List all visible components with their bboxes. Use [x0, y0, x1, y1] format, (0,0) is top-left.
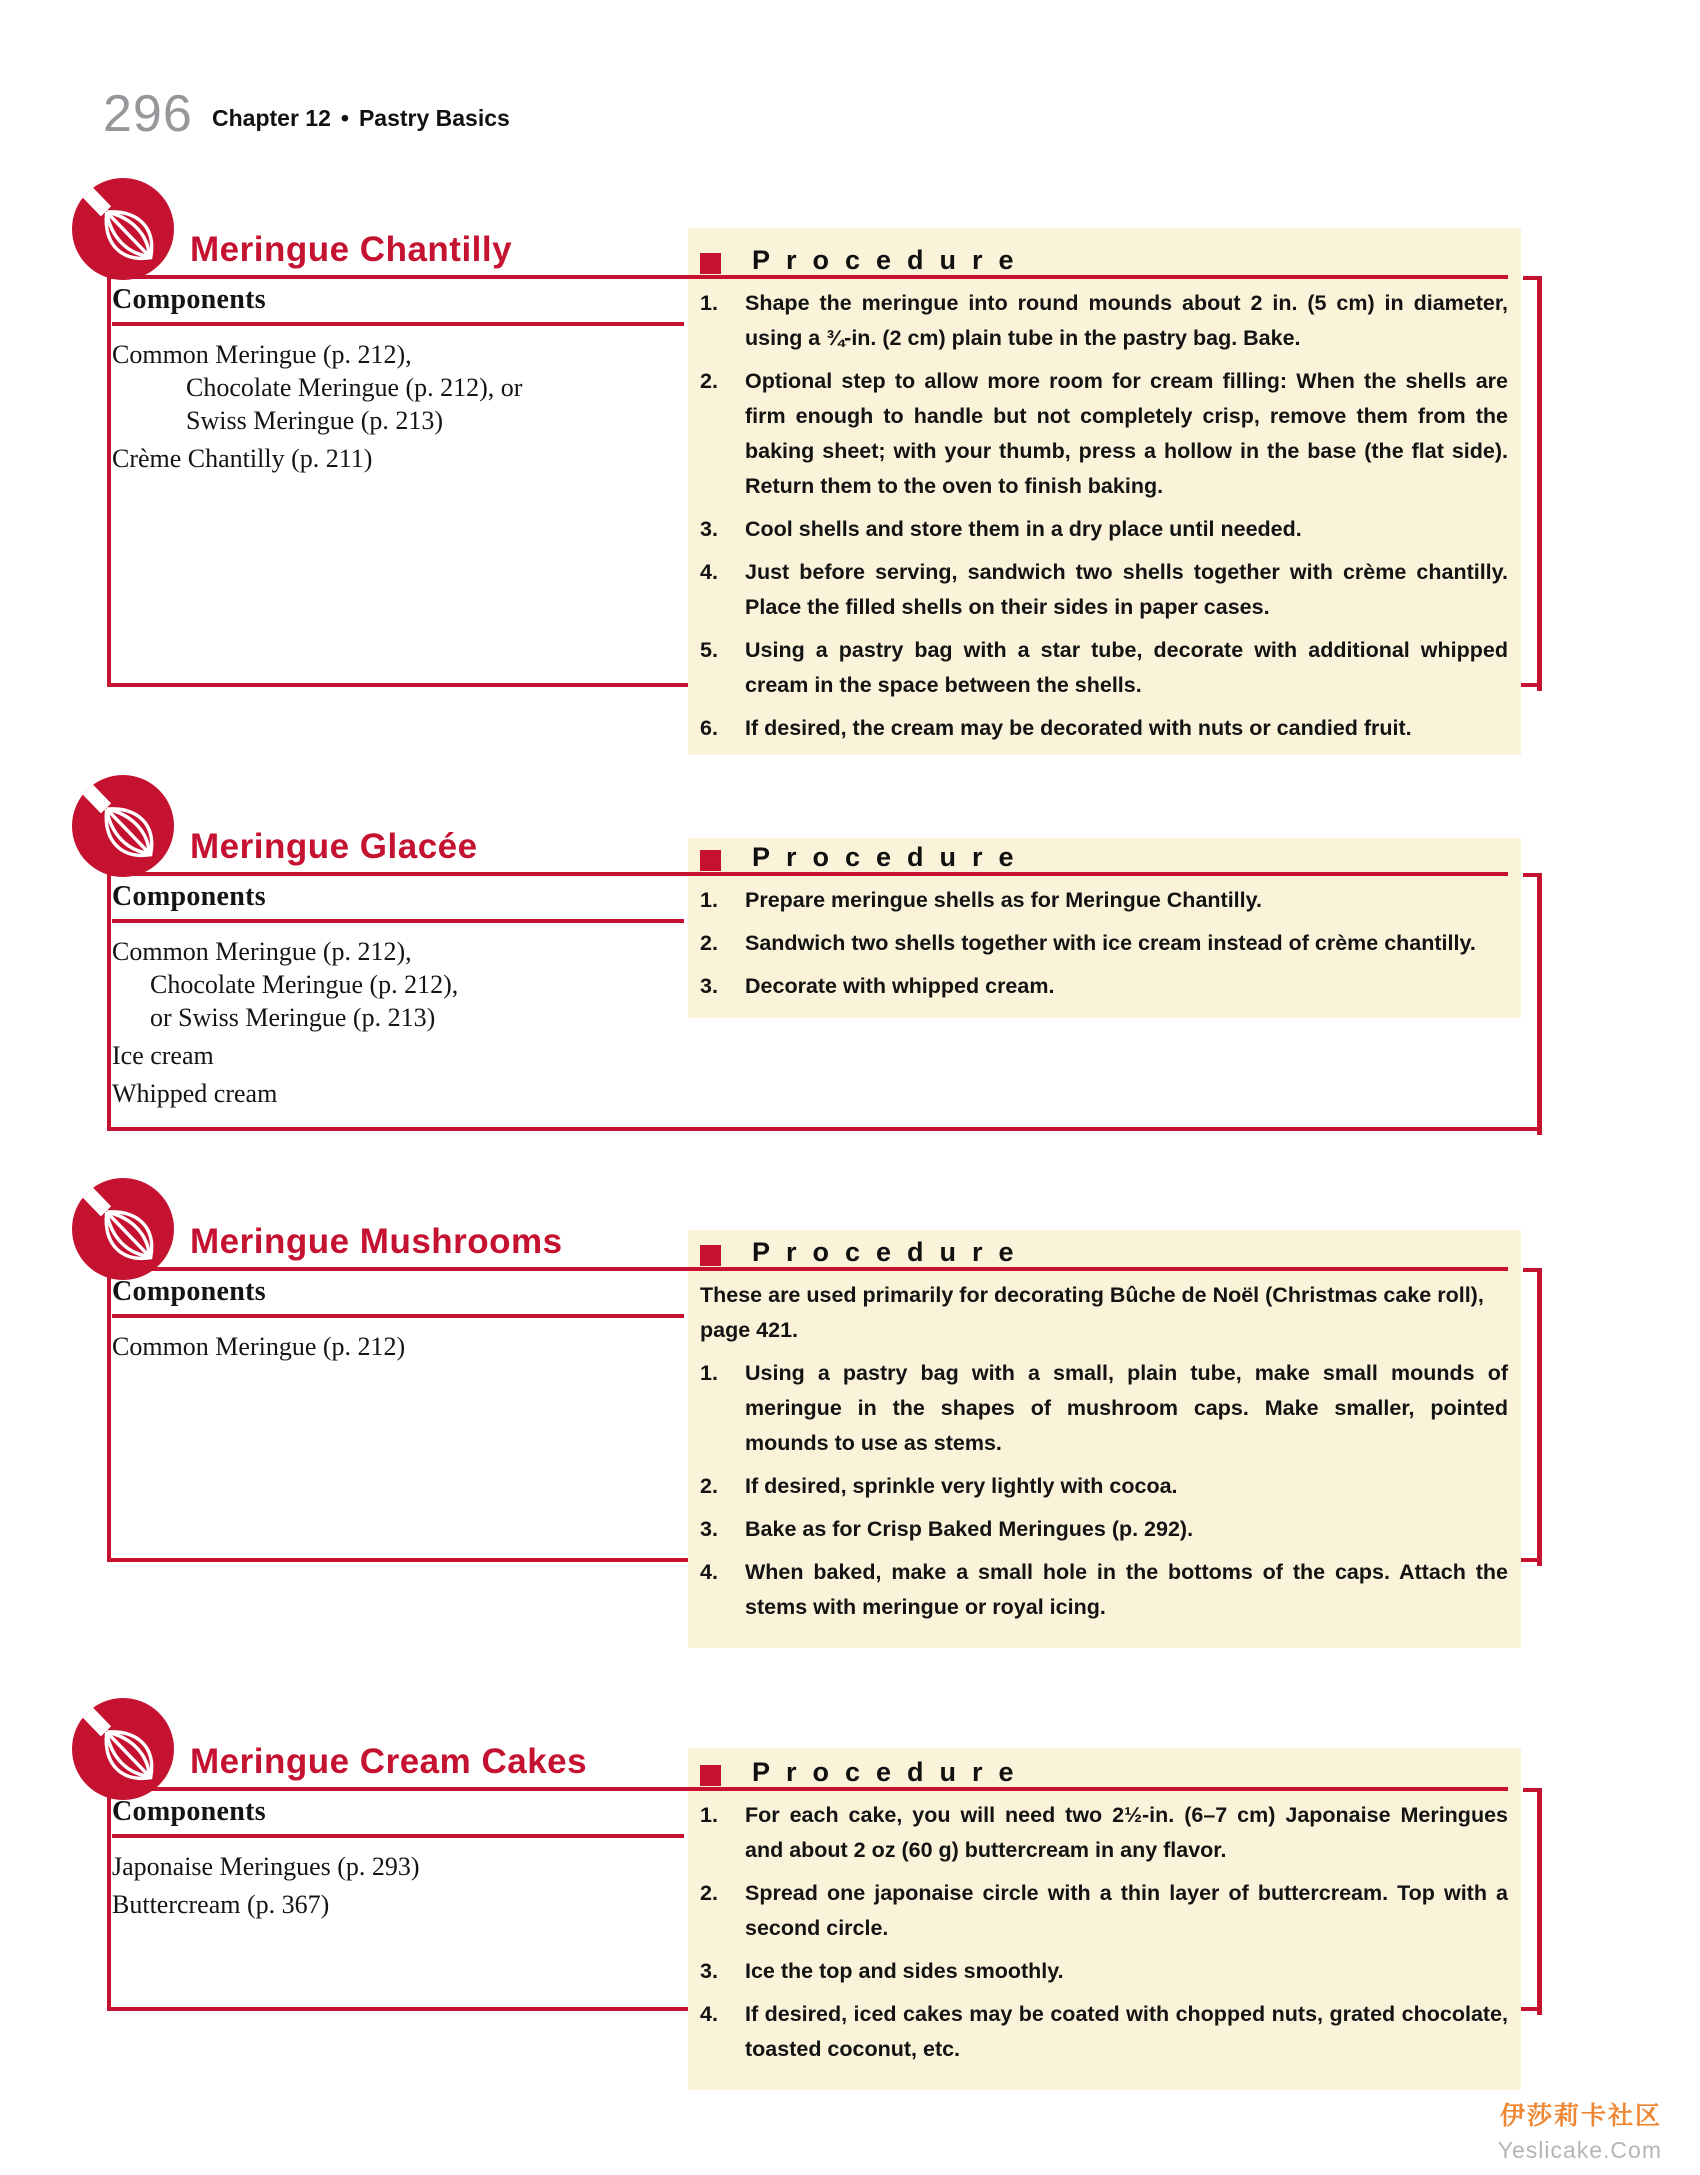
- procedure-step: [700, 512, 1508, 547]
- watermark-chinese: 伊莎莉卡社区: [1499, 2102, 1662, 2130]
- whisk-badge: [72, 1698, 174, 1800]
- whisk-badge: [72, 775, 174, 877]
- components-underline: [112, 919, 684, 923]
- whisk-badge: [72, 1178, 174, 1280]
- step-number: 1.: [700, 1803, 718, 1827]
- step-text: If desired, the cream may be decorated with nuts or candied fruit.: [745, 716, 1412, 740]
- procedure-step: [700, 1356, 1508, 1461]
- components-underline: [112, 1834, 684, 1838]
- procedure-steps: [700, 1798, 1508, 2075]
- components-list: [112, 1330, 684, 1363]
- step-text: Ice the top and sides smoothly.: [745, 1959, 1064, 1983]
- step-number: 1.: [700, 888, 718, 912]
- procedure-step: [700, 926, 1508, 961]
- component-item: Ice cream: [112, 1041, 214, 1070]
- step-text: Using a pastry bag with a star tube, decorate with additional whipped cream in the space between the shells.: [745, 638, 1508, 697]
- step-number: 2.: [700, 1881, 718, 1905]
- step-text: These are used primarily for decorating Bûche de Noël (Christmas cake roll), page 421.: [700, 1283, 1484, 1342]
- whisk-icon: [72, 1178, 174, 1280]
- procedure-bracket: [1523, 1268, 1542, 1566]
- component-item: Chocolate Meringue (p. 212),: [150, 970, 459, 999]
- component-item: Swiss Meringue (p. 213): [186, 406, 444, 435]
- procedure-steps: [700, 1278, 1508, 1633]
- procedure-step: [700, 1997, 1508, 2067]
- recipe-title: Meringue Mushrooms: [190, 1222, 563, 1261]
- procedure-step: [700, 1512, 1508, 1547]
- step-number: 2.: [700, 1474, 718, 1498]
- step-text: Shape the meringue into round mounds about 2 in. (5 cm) in diameter, using a ¾-in. (2 cm) plain tube in the pastry bag. Bake.: [745, 291, 1508, 350]
- procedure-step: [700, 1876, 1508, 1946]
- procedure-bracket: [1523, 276, 1542, 691]
- procedure-bullet: [700, 1245, 721, 1266]
- step-text: Using a pastry bag with a small, plain tube, make small mounds of meringue in the shapes of mushroom caps. Make smaller, pointed mounds to use as stems.: [745, 1361, 1508, 1455]
- step-text: Bake as for Crisp Baked Meringues (p. 292).: [745, 1517, 1194, 1541]
- step-number: 4.: [700, 560, 718, 584]
- procedure-bracket: [1523, 873, 1542, 1135]
- procedure-intro: [700, 1278, 1508, 1348]
- procedure-bullet: [700, 1765, 721, 1786]
- chapter-separator: •: [340, 105, 349, 131]
- components-list: [112, 338, 684, 475]
- procedure-steps: [700, 286, 1508, 754]
- component-item: or Swiss Meringue (p. 213): [150, 1003, 436, 1032]
- procedure-step: [700, 555, 1508, 625]
- step-number: 1.: [700, 1361, 718, 1385]
- step-text: Cool shells and store them in a dry place until needed.: [745, 517, 1302, 541]
- components-block: [112, 1796, 684, 1921]
- components-heading: Components: [112, 284, 266, 315]
- procedure-step: [700, 1469, 1508, 1504]
- procedure-step: [700, 883, 1508, 918]
- step-number: 2.: [700, 369, 718, 393]
- chapter-header: [212, 105, 510, 132]
- step-number: 6.: [700, 716, 718, 740]
- step-text: Just before serving, sandwich two shells together with crème chantilly. Place the filled shells on their sides in paper cases.: [745, 560, 1508, 619]
- whisk-icon: [72, 775, 174, 877]
- component-item: Common Meringue (p. 212),: [112, 340, 412, 369]
- components-block: [112, 1276, 684, 1363]
- procedure-bullet: [700, 253, 721, 274]
- procedure-heading: Procedure: [752, 842, 1030, 872]
- component-item: Common Meringue (p. 212): [112, 1332, 406, 1361]
- step-text: Optional step to allow more room for cream filling: When the shells are firm enough to handle but not completely crisp, remove them from the baking sheet; with your thumb, press a hollow in the base (the flat side). Return them to the oven to finish baking.: [745, 369, 1508, 498]
- step-text: For each cake, you will need two 2½-in. (6–7 cm) Japonaise Meringues and about 2 oz (60 g) buttercream in any flavor.: [745, 1803, 1508, 1862]
- component-item: Chocolate Meringue (p. 212), or: [186, 373, 523, 402]
- procedure-bullet: [700, 850, 721, 871]
- watermark-url: Yeslicake.Com: [1497, 2137, 1662, 2163]
- components-list: [112, 935, 684, 1110]
- component-item: Whipped cream: [112, 1079, 278, 1108]
- step-text: Prepare meringue shells as for Meringue Chantilly.: [745, 888, 1262, 912]
- component-item: Crème Chantilly (p. 211): [112, 444, 373, 473]
- components-underline: [112, 1314, 684, 1318]
- procedure-step: [700, 633, 1508, 703]
- whisk-icon: [72, 178, 174, 280]
- components-underline: [112, 322, 684, 326]
- procedure-bracket: [1523, 1788, 1542, 2015]
- whisk-badge: [72, 178, 174, 280]
- step-text: If desired, iced cakes may be coated with chopped nuts, grated chocolate, toasted coconut, etc.: [745, 2002, 1508, 2061]
- step-number: 2.: [700, 931, 718, 955]
- step-number: 1.: [700, 291, 718, 315]
- procedure-step: [700, 286, 1508, 356]
- components-heading: Components: [112, 1276, 266, 1307]
- chapter-title: Pastry Basics: [358, 105, 510, 131]
- recipe-title: Meringue Glacée: [190, 827, 478, 866]
- step-number: 3.: [700, 974, 718, 998]
- step-number: 3.: [700, 517, 718, 541]
- procedure-step: [700, 1954, 1508, 1989]
- component-item: Common Meringue (p. 212),: [112, 937, 412, 966]
- chapter-label: Chapter 12: [212, 105, 331, 131]
- whisk-icon: [72, 1698, 174, 1800]
- step-number: 4.: [700, 2002, 718, 2026]
- watermark: [1498, 2096, 1662, 2164]
- step-text: Spread one japonaise circle with a thin layer of buttercream. Top with a second circle.: [745, 1881, 1508, 1940]
- components-block: [112, 881, 684, 1110]
- component-item: Japonaise Meringues (p. 293): [112, 1852, 420, 1881]
- recipe-title: Meringue Chantilly: [190, 230, 513, 269]
- page-number: 296: [103, 85, 193, 143]
- components-heading: Components: [112, 881, 266, 912]
- procedure-step: [700, 1798, 1508, 1868]
- recipe-title: Meringue Cream Cakes: [190, 1742, 588, 1781]
- procedure-heading: Procedure: [752, 1237, 1030, 1267]
- procedure-heading: Procedure: [752, 1757, 1030, 1787]
- component-item: Buttercream (p. 367): [112, 1890, 330, 1919]
- step-number: 5.: [700, 638, 718, 662]
- procedure-step: [700, 711, 1508, 746]
- procedure-heading: Procedure: [752, 245, 1030, 275]
- step-text: When baked, make a small hole in the bottoms of the caps. Attach the stems with meringue or royal icing.: [745, 1560, 1508, 1619]
- components-heading: Components: [112, 1796, 266, 1827]
- step-text: If desired, sprinkle very lightly with cocoa.: [745, 1474, 1178, 1498]
- step-text: Decorate with whipped cream.: [745, 974, 1055, 998]
- procedure-step: [700, 969, 1508, 1004]
- procedure-step: [700, 1555, 1508, 1625]
- components-block: [112, 284, 684, 475]
- step-number: 3.: [700, 1959, 718, 1983]
- step-number: 4.: [700, 1560, 718, 1584]
- step-number: 3.: [700, 1517, 718, 1541]
- procedure-steps: [700, 883, 1508, 1012]
- step-text: Sandwich two shells together with ice cream instead of crème chantilly.: [745, 931, 1476, 955]
- procedure-step: [700, 364, 1508, 504]
- components-list: [112, 1850, 684, 1921]
